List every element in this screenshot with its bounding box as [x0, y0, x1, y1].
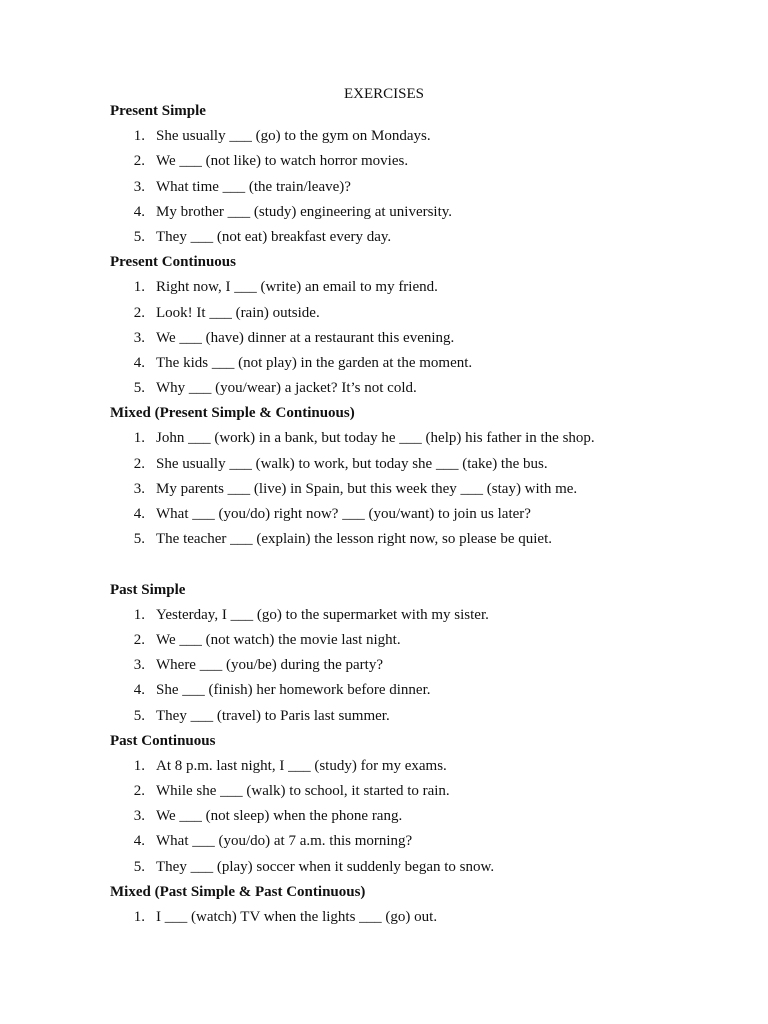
item-number: 1.: [133, 128, 145, 145]
item-text: What ___ (you/do) at 7 a.m. this morning?: [156, 833, 413, 850]
section-heading: Present Continuous: [110, 254, 236, 271]
exercise-item: [110, 328, 730, 348]
item-text: What ___ (you/do) right now? ___ (you/want) to join us later?: [156, 506, 531, 522]
exercise-item: [110, 303, 730, 323]
item-text: She usually ___ (walk) to work, but today she ___ (take) the bus.: [156, 455, 548, 472]
item-text: We ___ (not watch) the movie last night.: [156, 631, 401, 648]
exercise-item: [110, 781, 730, 801]
exercise-item: [110, 479, 730, 499]
item-number: 4.: [133, 203, 145, 220]
item-number: 3.: [133, 329, 145, 346]
section-heading: Present Simple: [110, 103, 206, 119]
item-text: Yesterday, I ___ (go) to the supermarket with my sister.: [156, 606, 489, 623]
item-number: 5.: [133, 858, 145, 875]
item-text: What time ___ (the train/leave)?: [156, 178, 351, 195]
exercise-item: [110, 706, 730, 726]
item-text: Look! It ___ (rain) outside.: [156, 304, 320, 321]
item-text: Why ___ (you/wear) a jacket? It’s not cold.: [156, 380, 417, 397]
item-number: 2.: [133, 455, 145, 472]
item-number: 4.: [133, 833, 145, 850]
item-number: 1.: [133, 909, 145, 925]
item-text: They ___ (not eat) breakfast every day.: [156, 228, 392, 245]
item-number: 2.: [133, 783, 145, 800]
item-text: We ___ (not like) to watch horror movies.: [156, 153, 409, 170]
exercise-item: [110, 504, 730, 524]
item-text: My brother ___ (study) engineering at university.: [156, 203, 453, 220]
section-mixed-present: [110, 403, 730, 549]
exercise-item: [110, 126, 730, 146]
page-title: EXERCISES: [343, 86, 424, 102]
exercise-item: [110, 151, 730, 171]
item-number: 5.: [133, 380, 145, 397]
item-number: 1.: [133, 606, 145, 623]
item-number: 5.: [133, 228, 145, 245]
section-present-simple: [110, 101, 730, 247]
section-heading: Mixed (Past Simple & Past Continuous): [110, 883, 366, 900]
section-spacer: [110, 554, 730, 579]
item-text: I ___ (watch) TV when the lights ___ (go) out.: [156, 909, 438, 925]
item-number: 5.: [133, 707, 145, 724]
item-text: We ___ (not sleep) when the phone rang.: [156, 808, 403, 825]
exercise-item: [110, 605, 730, 625]
item-text: We ___ (have) dinner at a restaurant this evening.: [156, 329, 455, 346]
item-text: At 8 p.m. last night, I ___ (study) for my exams.: [156, 757, 447, 774]
item-text: John ___ (work) in a bank, but today he ___ (help) his father in the shop.: [156, 430, 595, 447]
item-text: The kids ___ (not play) in the garden at the moment.: [156, 354, 473, 371]
item-number: 2.: [133, 304, 145, 321]
item-number: 2.: [133, 631, 145, 648]
item-number: 3.: [133, 657, 145, 674]
section-heading: Past Simple: [110, 581, 186, 598]
section-heading: Past Continuous: [110, 732, 216, 749]
exercise-item: [110, 831, 730, 851]
exercise-item: [110, 227, 730, 247]
item-number: 4.: [133, 506, 145, 522]
item-number: 3.: [133, 480, 145, 497]
exercise-item: [110, 907, 730, 927]
exercise-list: [110, 277, 730, 398]
item-number: 1.: [133, 430, 145, 447]
item-number: 4.: [133, 682, 145, 699]
item-text: Right now, I ___ (write) an email to my friend.: [156, 279, 438, 296]
item-number: 4.: [133, 354, 145, 371]
exercise-item: [110, 202, 730, 222]
exercise-item: [110, 756, 730, 776]
exercise-list: [110, 756, 730, 877]
item-text: She usually ___ (go) to the gym on Mondays.: [156, 128, 431, 145]
exercise-item: [110, 529, 730, 549]
exercise-item: [110, 806, 730, 826]
exercise-item: [110, 655, 730, 675]
item-text: My parents ___ (live) in Spain, but this week they ___ (stay) with me.: [156, 480, 578, 497]
exercise-item: [110, 277, 730, 297]
item-number: 5.: [133, 531, 145, 548]
item-text: The teacher ___ (explain) the lesson right now, so please be quiet.: [156, 531, 552, 548]
item-number: 1.: [133, 279, 145, 296]
section-past-simple: [110, 580, 730, 726]
section-heading: Mixed (Present Simple & Continuous): [110, 405, 355, 422]
section-present-continuous: [110, 252, 730, 398]
item-text: They ___ (travel) to Paris last summer.: [156, 707, 390, 724]
item-number: 3.: [133, 808, 145, 825]
item-number: 2.: [133, 153, 145, 170]
item-number: 1.: [133, 757, 145, 774]
exercise-item: [110, 177, 730, 197]
item-text: She ___ (finish) her homework before dinner.: [156, 682, 431, 699]
exercise-item: [110, 353, 730, 373]
exercise-item: [110, 378, 730, 398]
exercise-item: [110, 428, 730, 448]
section-past-continuous: [110, 731, 730, 877]
exercise-list: [110, 428, 730, 549]
section-mixed-past: [110, 882, 730, 927]
exercise-list: [110, 605, 730, 726]
exercise-content: [110, 101, 730, 932]
exercise-list: [110, 907, 730, 927]
exercise-item: [110, 630, 730, 650]
exercise-list: [110, 126, 730, 247]
item-text: While she ___ (walk) to school, it started to rain.: [156, 783, 450, 800]
exercise-item: [110, 857, 730, 877]
item-number: 3.: [133, 178, 145, 195]
item-text: Where ___ (you/be) during the party?: [156, 657, 383, 674]
exercise-item: [110, 454, 730, 474]
item-text: They ___ (play) soccer when it suddenly began to snow.: [156, 858, 495, 875]
exercise-item: [110, 680, 730, 700]
